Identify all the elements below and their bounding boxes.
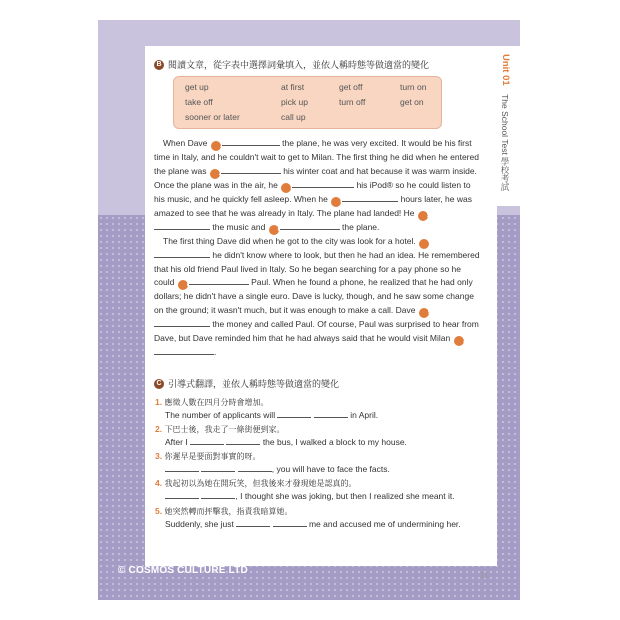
passage-text: his winter coat and hat because it was warm inside. Once the plane was in the air, he	[154, 165, 477, 190]
blank-number: 10	[454, 336, 464, 346]
unit-title-zh: 學校考試	[500, 157, 510, 192]
answer-blank[interactable]	[222, 137, 280, 146]
question-number: 1.	[155, 397, 163, 407]
passage-text: .	[214, 346, 217, 357]
answer-blank[interactable]	[342, 193, 398, 202]
question-number: 2.	[155, 424, 163, 434]
question-english: the bus, I walked a block to my house.	[262, 437, 407, 447]
answer-blank[interactable]	[273, 518, 307, 527]
blank-number: 3	[281, 183, 291, 193]
word-bank-item: take off	[185, 97, 213, 107]
blank-number: 1	[211, 141, 221, 151]
unit-tab-text	[499, 54, 511, 191]
blank-number: 4	[331, 197, 341, 207]
passage-text: the money and called Paul. Of course, Paul was surprised to hear from Dave, but Dave reminded him that he had always said that he would visit Milan	[154, 319, 479, 343]
question-4	[155, 477, 455, 503]
answer-blank[interactable]	[238, 463, 272, 472]
answer-blank[interactable]	[201, 490, 235, 499]
answer-blank[interactable]	[154, 318, 210, 327]
word-bank-item: turn off	[339, 97, 366, 107]
answer-blank[interactable]	[165, 490, 199, 499]
answer-blank[interactable]	[221, 165, 281, 174]
passage-text: the plane.	[342, 221, 380, 232]
answer-blank[interactable]	[277, 409, 311, 418]
answer-blank[interactable]	[190, 436, 224, 445]
word-bank-item: sooner or later	[185, 112, 240, 122]
passage-text: the music and	[212, 221, 266, 232]
answer-blank[interactable]	[165, 463, 199, 472]
word-bank-item: turn on	[400, 82, 427, 92]
word-bank-item: get on	[400, 97, 424, 107]
copyright-notice: © COSMOS CULTURE LTD	[118, 565, 248, 576]
section-b-instruction: 閱讀文章，從字表中選擇詞彙填入，並依人稱時態等做適當的變化	[168, 60, 430, 70]
answer-blank[interactable]	[189, 276, 249, 285]
answer-blank[interactable]	[154, 249, 210, 258]
answer-blank[interactable]	[201, 463, 235, 472]
answer-blank[interactable]	[292, 179, 354, 188]
passage-text: he didn't know where to look, but then he had an idea. He remembered that his old friend Paul lived in Italy. So he began searching for a pay phone so he could	[154, 249, 480, 288]
section-c-badge: C	[154, 379, 164, 389]
answer-blank[interactable]	[314, 409, 348, 418]
word-bank-item: get off	[339, 82, 363, 92]
passage-text: hours later, he was amazed to see that he was already in Italy. The plane had landed! He	[154, 193, 472, 218]
answer-blank[interactable]	[154, 346, 217, 357]
question-chinese: 你遲早是要面對事實的呀。	[164, 452, 261, 461]
question-chinese: 她突然轉而抨擊我，指責我暗算她。	[164, 507, 293, 516]
section-b-badge: B	[154, 60, 164, 70]
word-bank	[173, 76, 442, 129]
word-bank-item: call up	[281, 112, 306, 122]
blank-number: 5	[418, 211, 428, 221]
blank-number: 9	[419, 308, 429, 318]
answer-blank[interactable]	[154, 221, 210, 230]
unit-title-en: The School Test	[500, 94, 510, 155]
question-chinese: 我起初以為她在開玩笑，但我後來才發現她是認真的。	[164, 479, 357, 488]
blank-number: 2	[210, 169, 220, 179]
reading-passage	[154, 137, 482, 360]
question-3	[155, 450, 390, 476]
answer-blank[interactable]	[280, 221, 340, 230]
question-2	[155, 423, 407, 449]
blank-number: 6	[269, 225, 279, 235]
passage-text: The first thing Dave did when he got to the city was look for a hotel.	[163, 235, 416, 246]
passage-text: When Dave	[163, 138, 208, 148]
section-c-heading	[154, 377, 339, 390]
question-5	[155, 505, 461, 531]
question-english: The number of applicants will	[165, 410, 276, 420]
passage-paragraph-2	[154, 235, 482, 360]
section-c-instruction: 引導式翻譯，並依人稱時態等做適當的變化	[168, 379, 340, 389]
question-english: After I	[165, 437, 188, 447]
question-english: in April.	[350, 410, 379, 420]
question-english: Suddenly, she just	[165, 519, 234, 529]
question-number: 3.	[155, 451, 163, 461]
question-number: 5.	[155, 506, 163, 516]
blank-number: 7	[419, 239, 429, 249]
unit-label: Unit 01	[500, 54, 511, 86]
section-b-heading	[154, 58, 429, 71]
question-english: me and accused me of undermining her.	[308, 519, 461, 529]
word-bank-item: pick up	[281, 97, 308, 107]
passage-paragraph-1	[154, 137, 482, 235]
word-bank-item: get up	[185, 82, 209, 92]
page-number: 11	[480, 571, 489, 580]
question-english: , I thought she was joking, but then I realized she meant it.	[235, 491, 455, 501]
passage-text: his iPod® so he could listen to his music, and he quickly fell asleep. When he	[154, 179, 471, 204]
answer-blank[interactable]	[226, 436, 260, 445]
blank-number: 8	[178, 280, 188, 290]
question-1	[155, 396, 378, 422]
question-english: , you will have to face the facts.	[271, 464, 390, 474]
question-number: 4.	[155, 478, 163, 488]
question-chinese: 應徵人數在四月分時會增加。	[164, 398, 269, 407]
passage-text: Paul. When he found a phone, he realized that he had only dollars; he didn't have a single euro. Dave is lucky, though, and he saw some change on the ground; it wasn't much, but it was enough to make a call. Dave	[154, 277, 474, 316]
passage-text: the plane, he was very excited. It would be his first time in Italy, and he couldn't wait to get to Milan. The first thing he did when he entered the plane was	[154, 138, 479, 176]
word-bank-item: at first	[281, 82, 305, 92]
question-chinese: 下巴士後，我走了一條街便到家。	[164, 425, 285, 434]
answer-blank[interactable]	[236, 518, 270, 527]
